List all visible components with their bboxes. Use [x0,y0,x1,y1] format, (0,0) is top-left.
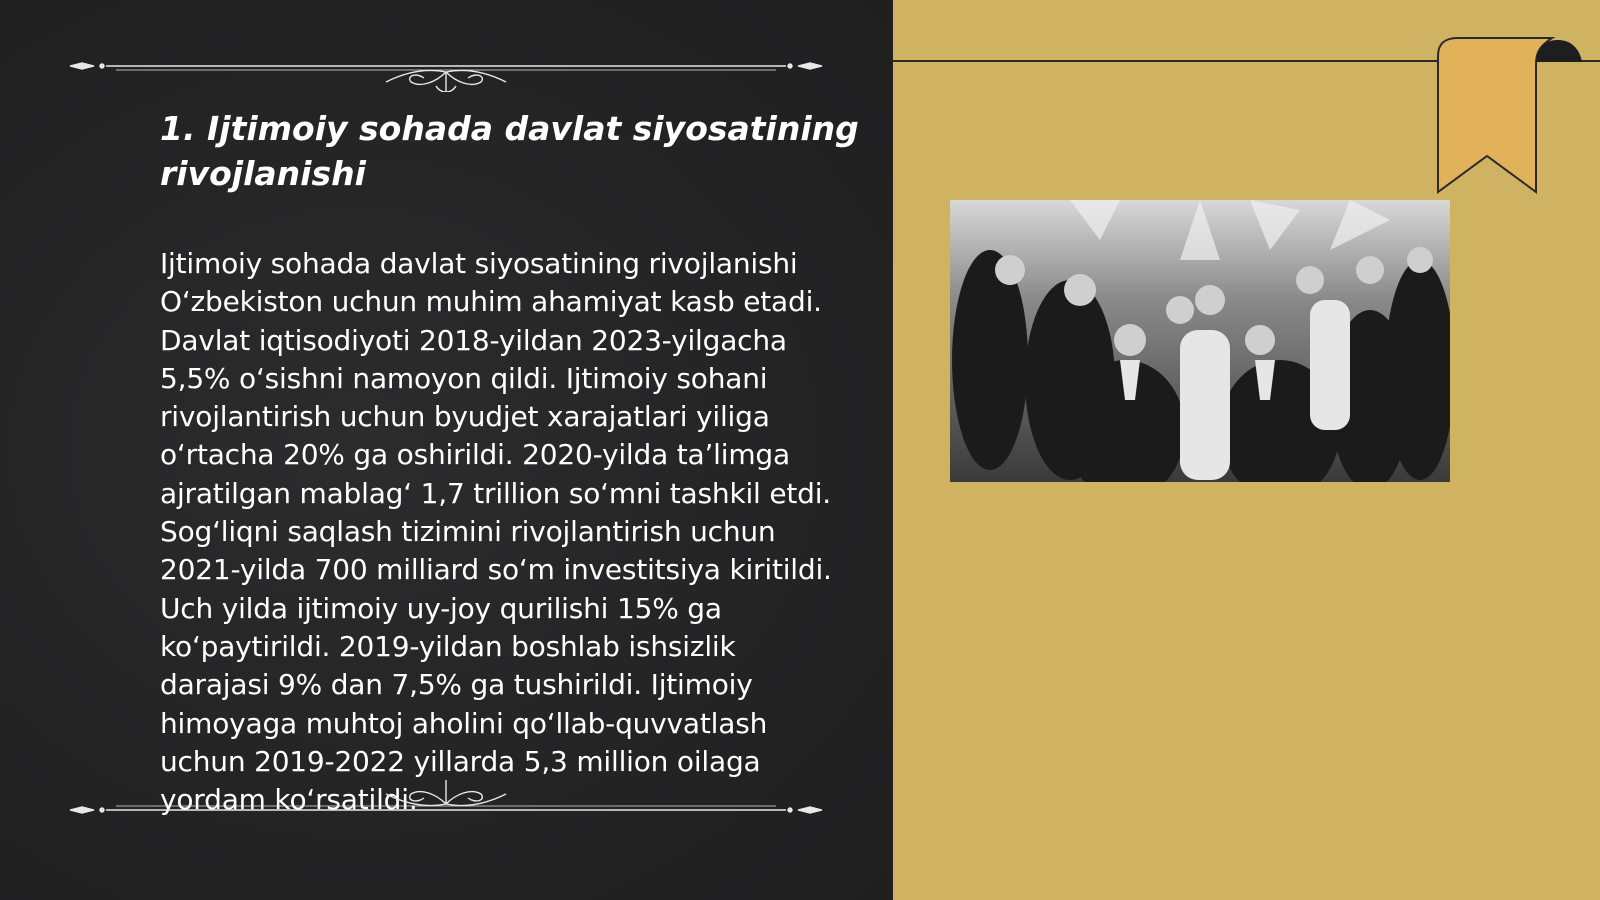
bookmark-ribbon-icon [1432,36,1600,196]
ornament-bottom-icon [66,780,826,830]
slide-title: 1. Ijtimoiy sohada davlat siyosatining rivojlanishi [160,109,859,193]
photo-party-scene [950,200,1450,482]
slide-body-text: Ijtimoiy sohada davlat siyosatining rivojlanishi O‘zbekiston uchun muhim ahamiyat kasb etadi. Davlat iqtisodiyoti 2018-yildan 2023-yilgacha 5,5% o‘sishni namoyon qildi. Ijtimoiy sohani rivojlantirish uchun byudjet xarajatlari yiliga o‘rtacha 20% ga oshirildi. 2020-yilda ta’limga ajratilgan mablag‘ 1,7 trillion so‘mni tashkil etdi. Sog‘liqni saqlash tizimini rivojlantirish uchun 2021-yilda 700 milliard so‘m investitsiya kiritildi. Uch yilda ijtimoiy uy-joy qurilishi 15% ga ko‘paytirildi. 2019-yildan boshlab ishsizlik darajasi 9% dan 7,5% ga tushirildi. Ijtimoiy himoyaga muhtoj aholini qo‘llab-quvvatlash uchun 2019-2022 yillarda 5,3 million oilaga yordam ko‘rsatildi. [160,247,832,817]
ornament-top-icon [66,42,826,92]
photo-illustration-icon [950,200,1450,482]
